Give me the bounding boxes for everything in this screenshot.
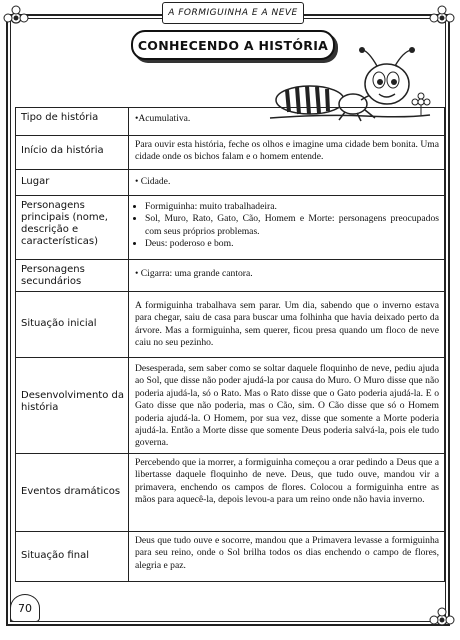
- row-label-cell: [16, 196, 129, 260]
- row-content-cell: • Cidade.: [129, 170, 445, 196]
- row-text: A formiguinha trabalhava sem parar. Um dia, sabendo que o inverno estava para chegar, saiu de casa para buscar uma folhinha que havia deixado perto da árvore. Mas a formiguinha, sem querer, ficou presa quando um floco de neve caiu no seu pezinho.: [135, 300, 439, 349]
- table-row: [16, 531, 445, 581]
- story-table: [15, 107, 445, 582]
- table-row: [16, 453, 445, 531]
- row-label-cell: [16, 260, 129, 292]
- table-row: [16, 292, 445, 358]
- row-label: Situação inicial: [21, 318, 97, 329]
- list-item: • Deus: poderoso e bom.: [145, 238, 439, 250]
- row-label: Desenvolvimento da história: [21, 390, 124, 413]
- list-item: • Formiguinha: muito trabalhadeira.: [145, 201, 439, 213]
- book-title-banner: A FORMIGUINHA E A NEVE: [162, 2, 304, 24]
- row-label: Situação final: [21, 549, 89, 561]
- row-content-cell: [129, 196, 445, 260]
- row-label-cell: [16, 358, 129, 454]
- page-number: 70: [10, 594, 40, 622]
- row-content-cell: •Acumulativa.: [129, 108, 445, 136]
- corner-flower-icon: [428, 4, 458, 34]
- table-row: [16, 170, 445, 196]
- row-content-cell: [129, 531, 445, 581]
- row-content-cell: [129, 358, 445, 454]
- row-label-cell: [16, 170, 129, 196]
- bullet-item: Cigarra: uma grande cantora.: [140, 268, 253, 279]
- row-label: Personagens principais (nome, descrição e características): [21, 200, 108, 247]
- character-list: [135, 201, 439, 251]
- corner-flower-icon: [428, 606, 458, 636]
- bullet-item: Cidade.: [140, 176, 171, 187]
- row-content-cell: [129, 453, 445, 531]
- row-text: Para ouvir esta história, feche os olhos e imagine uma cidade bem bonita. Uma cidade onde os bichos falam e o homem entende.: [135, 139, 439, 163]
- row-label: Eventos dramáticos: [21, 485, 121, 497]
- row-text: Desesperada, sem saber como se soltar daquele floquinho de neve, pediu ajuda ao Sol, que disse não poder ajudá-la por causa do Muro. O Muro disse que não poderia ajudá-la, só o Rato. Mas o Rato disse que o Gato poderia ajudá-la. E o Gato disse que não poderia, mas o Cão, sim. O Cão disse que só o Homem poderia ajudá-la. O Homem, por sua vez, disse que somente a Morte poderia ajudá-la. Então a Morte disse que somente Deus poderia salvá-la, pois ele tudo governa.: [135, 363, 439, 449]
- table-row: [16, 196, 445, 260]
- row-label: Início da história: [21, 145, 104, 156]
- row-content-cell: [129, 136, 445, 170]
- row-label-cell: [16, 292, 129, 358]
- row-label-cell: [16, 136, 129, 170]
- table-row: [16, 108, 445, 136]
- corner-flower-icon: [2, 4, 32, 34]
- row-label: Lugar: [21, 176, 50, 187]
- table-row: [16, 260, 445, 292]
- row-label-cell: [16, 453, 129, 531]
- row-label: Personagens secundários: [21, 264, 85, 287]
- row-label-cell: [16, 108, 129, 136]
- row-text: Deus que tudo ouve e socorre, mandou que a Primavera levasse a formiguinha para seu reino, onde o Sol brilha todos os dias enchendo o campo de flores, alegria e paz.: [135, 534, 439, 571]
- row-text: Percebendo que ia morrer, a formiguinha começou a orar pedindo a Deus que a libertasse daquele floquinho de neve. Deus, que tudo ouve, mandou vir a primavera, enchendo os campos de flores. Colocou a formiguinha entre as mãos para aquecê-la, depois levou-a para um reino onde não havia inverno.: [135, 456, 439, 506]
- table-row: [16, 136, 445, 170]
- row-content-cell: [129, 292, 445, 358]
- section-title: CONHECENDO A HISTÓRIA: [137, 37, 329, 53]
- bullet-item: Acumulativa.: [138, 113, 191, 124]
- row-label-cell: [16, 531, 129, 581]
- row-content-cell: • Cigarra: uma grande cantora.: [129, 260, 445, 292]
- row-label: Tipo de história: [21, 112, 99, 123]
- list-item: • Sol, Muro, Rato, Gato, Cão, Homem e Morte: personagens preocupados com seus próprios problemas.: [145, 213, 439, 238]
- table-row: [16, 358, 445, 454]
